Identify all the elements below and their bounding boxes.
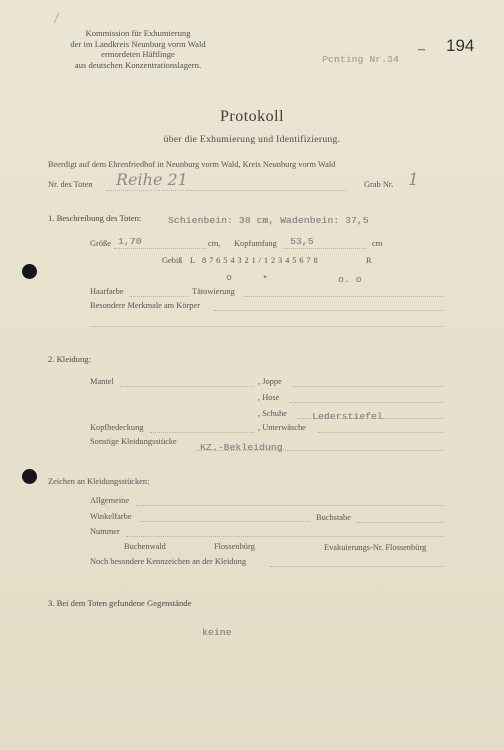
joppe-dotline: [292, 386, 444, 387]
kopfumfang-value: 53,5: [290, 236, 314, 247]
kopfumfang-dotline: [284, 248, 366, 249]
folder-stamp: Pcnting Nr.34: [322, 54, 399, 65]
commission-line: Kommission für Exhumierung: [85, 28, 191, 38]
nr-dotline: [106, 190, 346, 191]
section1-title: 1. Beschreibung des Toten:: [48, 213, 142, 223]
nummer-dotline: [126, 536, 444, 537]
groesse-dotline: [114, 248, 206, 249]
unterwaesche-dotline: [318, 432, 444, 433]
section1-bones: Schienbein: 38 cm, Wadenbein: 37,5: [168, 215, 369, 226]
mantel-dotline: [120, 386, 254, 387]
haarfarbe-dotline: [130, 296, 188, 297]
merkmale-dotline: [214, 310, 444, 311]
section3-title: 3. Bei dem Toten gefundene Gegenstände: [48, 598, 192, 608]
hose-label: , Hose: [258, 393, 280, 402]
commission-line: aus deutschen Konzentrationslagern.: [74, 59, 202, 70]
commission-header: [48, 28, 228, 70]
nr-label: Nr. des Toten: [48, 180, 93, 189]
unterwaesche-label: , Unterwäsche: [258, 423, 306, 432]
allgemeine-label: Allgemeine: [90, 496, 130, 505]
nr-value: Reihe 21: [116, 170, 188, 189]
section3-value: keine: [202, 627, 232, 638]
groesse-label: Größe: [90, 239, 111, 248]
commission-line: der im Landkreis Neunburg vorm Wald: [70, 38, 206, 49]
gebiss-digits: 8 7 6 5 4 3 2 1 / 1 2 3 4 5 6 7 8: [202, 256, 319, 265]
section2-title: 2. Kleidung:: [48, 354, 91, 364]
buchstabe-dotline: [356, 522, 444, 523]
header-dash: –: [418, 42, 425, 57]
sonstige-value: KZ.-Bekleidung: [200, 442, 283, 453]
grab-label: Grab Nr.: [364, 180, 394, 189]
kopfbedeckung-dotline: [150, 432, 254, 433]
kopfumfang-label: Kopfumfang: [234, 239, 277, 248]
gebiss-label: Gebiß: [162, 256, 183, 265]
cm-label-2: cm: [372, 239, 383, 248]
commission-line: ermordeten Häftlinge: [101, 49, 175, 60]
zeichen-title: Zeichen an Kleidungsstücken:: [48, 477, 150, 486]
gebiss-marks-right: o. o: [338, 274, 362, 285]
merkmale-dotline-2: [90, 326, 444, 327]
groesse-value: 1,70: [118, 236, 142, 247]
schuhe-value: Lederstiefel: [312, 411, 383, 422]
burial-text: Beerdigt auf dem Ehrenfriedhof in Neunburg vorm Wald, Kreis Neunburg vorm Wald: [48, 160, 336, 169]
gebiss-l: L: [190, 256, 196, 265]
kennzeichen-label: Noch besondere Kennzeichen an der Kleidung: [90, 557, 247, 566]
hose-dotline: [290, 402, 444, 403]
gebiss-r: R: [366, 256, 372, 265]
kennzeichen-dotline: [270, 566, 444, 567]
grab-value: 1: [408, 170, 419, 190]
page-title: Protokoll: [219, 108, 285, 125]
allgemeine-dotline: [136, 505, 444, 506]
page-subtitle: über die Exhumierung und Identifizierung.: [163, 134, 341, 145]
pencil-mark: [54, 12, 60, 23]
mantel-label: Mantel: [90, 377, 114, 386]
buchenwald-label: Buchenwald: [124, 542, 166, 551]
joppe-label: , Joppe: [258, 377, 282, 386]
winkelfarbe-dotline: [140, 521, 310, 522]
punch-hole: [22, 264, 37, 279]
cm-label-1: cm,: [208, 239, 221, 248]
evakuierung-label: Evakuierungs-Nr. Flossenbürg: [324, 543, 427, 552]
winkelfarbe-label: Winkelfarbe: [90, 512, 132, 521]
flossenbuerg-label: Flossenbürg: [214, 542, 255, 551]
nummer-label: Nummer: [90, 527, 120, 536]
buchstabe-label: Buchstabe: [316, 513, 351, 522]
merkmale-label: Besondere Merkmale am Körper: [90, 301, 200, 310]
schuhe-label: , Schuhe: [258, 409, 287, 418]
page-number: 194: [446, 36, 475, 55]
gebiss-marks-mid: •: [262, 272, 268, 283]
taetowierung-dotline: [244, 296, 444, 297]
punch-hole: [22, 469, 37, 484]
haarfarbe-label: Haarfarbe: [90, 287, 124, 296]
gebiss-marks-left: o: [226, 272, 232, 283]
taetowierung-label: Tätowierung: [192, 287, 235, 296]
sonstige-label: Sonstige Kleidungsstücke: [90, 437, 177, 446]
kopfbedeckung-label: Kopfbedeckung: [90, 423, 144, 432]
